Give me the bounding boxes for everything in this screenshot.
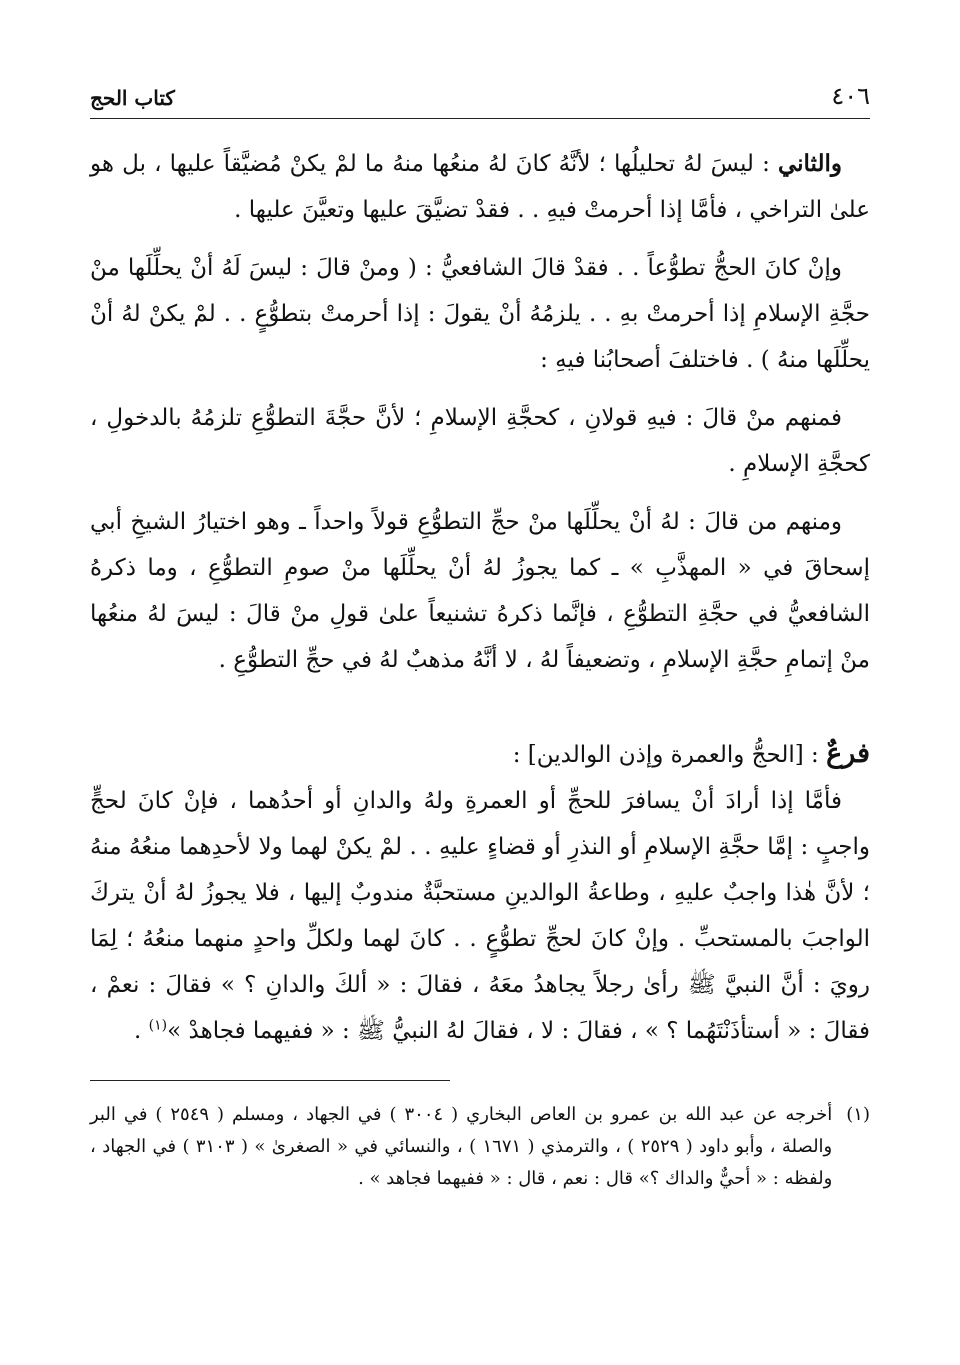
paragraph [90, 141, 870, 233]
footnote-text: أخرجه عن عبد الله بن عمرو بن العاص البخاري ( ٣٠٠٤ ) في الجهاد ، ومسلم ( ٢٥٤٩ ) في البر والصلة ، وأبو داود ( ٢٥٢٩ ) ، والترمذي ( ١٦٧١ ) ، والنسائي في « الصغرىٰ » ( ٣١٠٣ ) في الجهاد ، ولفظه : « أحيٌّ والداك ؟» قال : نعم ، قال : « ففيهما فجاهد » . [90, 1104, 833, 1189]
section-label: فرعٌ [826, 738, 870, 769]
book-page [90, 78, 870, 1348]
footnote [90, 1099, 870, 1195]
section-title: : [الحجُّ والعمرة وإذن الوالدين] : [512, 742, 827, 768]
paragraph [90, 395, 870, 487]
main-text [90, 141, 870, 1054]
footnote-reference[interactable]: (١) [148, 1017, 168, 1034]
paragraph-text: ومنهم من قالَ : لهُ أنْ يحلِّلَها منْ حجِّ التطوُّعِ قولاً واحداً ـ وهو اختيارُ الشيخِ أبي إسحاقَ في « المهذَّبِ » ـ كما يجوزُ لهُ أنْ يحلِّلَها منْ صومِ التطوُّعِ ، وما ذكرهُ الشافعيُّ في حجَّةِ التطوُّعِ ، فإنَّما ذكرهُ تشنيعاً علىٰ قولِ منْ قالَ : ليسَ لهُ منعُها منْ إتمامِ حجَّةِ الإسلامِ ، وتضعيفاً لهُ ، لا أنَّهُ مذهبٌ لهُ في حجِّ التطوُّعِ . [90, 509, 870, 673]
section-paragraph [90, 778, 870, 1054]
footnote-divider [90, 1080, 450, 1081]
paragraph-text: فمنهم منْ قالَ : فيهِ قولانِ ، كحجَّةِ الإسلامِ ؛ لأنَّ حجَّةَ التطوُّعِ تلزمُهُ بالدخولِ ، كحجَّةِ الإسلامِ . [90, 405, 870, 477]
paragraph [90, 499, 870, 683]
page-header [90, 78, 870, 119]
footnote-number: (١) [846, 1104, 870, 1125]
paragraph-tail: . [134, 1018, 149, 1044]
paragraph-text: : ليسَ لهُ تحليلُها ؛ لأنَّهُ كانَ لهُ منعُها منهُ ما لمْ يكنْ مُضيَّقاً عليها ، بل هو علىٰ التراخي ، فأمَّا إذا أحرمتْ فيهِ . . فقدْ تضيَّقَ عليها وتعيَّنَ عليها . [90, 151, 870, 223]
paragraph [90, 245, 870, 383]
paragraph-lead: والثاني [777, 150, 842, 177]
paragraph-text: وإنْ كانَ الحجُّ تطوُّعاً . . فقدْ قالَ الشافعيُّ : ( ومنْ قالَ : ليسَ لَهُ أنْ يحلِّلَها منْ حجَّةِ الإسلامِ إذا أحرمتْ بهِ . . يلزمُهُ أنْ يقولَ : إذا أحرمتْ بتطوُّعٍ . . لمْ يكنْ لهُ أنْ يحلِّلَها منهُ ) . فاختلفَ أصحابُنا فيهِ : [90, 255, 870, 373]
running-title: كتاب الحج [90, 86, 175, 110]
section-heading [90, 731, 870, 778]
paragraph-text: فأمَّا إذا أرادَ أنْ يسافرَ للحجِّ أو العمرةِ ولهُ والدانِ أو أحدُهما ، فإنْ كانَ لحجٍّ واجبٍ : إمَّا حجَّةِ الإسلامِ أو النذرِ أو قضاءٍ عليهِ . . لمْ يكنْ لهما ولا لأحدِهما منعُهُ منهُ ؛ لأنَّ هٰذا واجبٌ عليهِ ، وطاعةُ الوالدينِ مستحبَّةٌ مندوبٌ إليها ، فلا يجوزُ لهُ أنْ يتركَ الواجبَ بالمستحبِّ . وإنْ كانَ لحجِّ تطوُّعٍ . . كانَ لهما ولكلِّ واحدٍ منهما منعُهُ ؛ لِمَا رويَ : أنَّ النبيَّ ﷺ رأىٰ رجلاً يجاهدُ معَهُ ، فقالَ : « ألكَ والدانِ ؟ » فقالَ : نعمْ ، فقالَ : « أستأذَنْتَهُما ؟ » ، فقالَ : لا ، فقالَ لهُ النبيُّ ﷺ : « ففيهما فجاهدْ » [90, 788, 870, 1044]
page-number: ٤٠٦ [831, 82, 870, 110]
